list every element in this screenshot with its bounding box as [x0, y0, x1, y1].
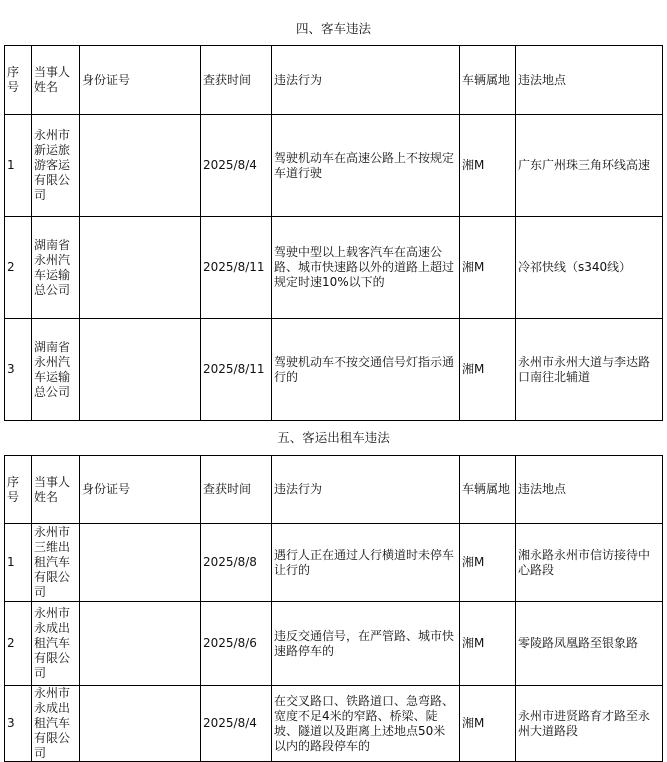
header-behavior: 违法行为: [272, 456, 460, 524]
bus-violations-table: [4, 45, 663, 421]
row-behavior: 违反交通信号，在严管路、城市快速路停车的: [272, 602, 460, 686]
row-date: 2025/8/11: [201, 319, 272, 421]
header-location: 违法地点: [516, 46, 663, 115]
table-row: [5, 602, 663, 686]
row-behavior: 驾驶机动车不按交通信号灯指示通行的: [272, 319, 460, 421]
row-date: 2025/8/6: [201, 602, 272, 686]
row-plate: 湘M: [460, 524, 516, 602]
row-plate: 湘M: [460, 217, 516, 319]
section-title-taxi: 五、客运出租车违法: [277, 430, 390, 445]
row-behavior: 遇行人正在通过人行横道时未停车让行的: [272, 524, 460, 602]
row-no: 1: [5, 115, 32, 217]
table-row: [5, 115, 663, 217]
row-plate: 湘M: [460, 686, 516, 762]
header-party: 当事人姓名: [32, 46, 80, 115]
row-party: 永州市新运旅游客运有限公司: [32, 115, 80, 217]
row-location: 广东广州珠三角环线高速: [516, 115, 663, 217]
taxi-violations-table: [4, 455, 663, 762]
row-location: 零陵路凤凰路至银象路: [516, 602, 663, 686]
row-party: 湖南省永州汽车运输总公司: [32, 319, 80, 421]
row-party: 永州市永成出租汽车有限公司: [32, 602, 80, 686]
row-behavior: 驾驶中型以上载客汽车在高速公路、城市快速路以外的道路上超过规定时速10%以下的: [272, 217, 460, 319]
row-location: 永州市永州大道与李达路口南往北辅道: [516, 319, 663, 421]
table-row: [5, 524, 663, 602]
row-party: 湖南省永州汽车运输总公司: [32, 217, 80, 319]
row-location: 湘永路永州市信访接待中心路段: [516, 524, 663, 602]
table-header-row: [5, 456, 663, 524]
row-location: 冷祁快线（s340线）: [516, 217, 663, 319]
row-date: 2025/8/11: [201, 217, 272, 319]
row-behavior: 在交叉路口、铁路道口、急弯路、宽度不足4米的窄路、桥梁、陡坡、隧道以及距离上述地点50米以内的路段停车的: [272, 686, 460, 762]
row-location: 永州市进贤路育才路至永州大道路段: [516, 686, 663, 762]
header-no: 序号: [5, 46, 32, 115]
row-plate: 湘M: [460, 602, 516, 686]
row-no: 3: [5, 319, 32, 421]
row-party: 永州市三维出租汽车有限公司: [32, 524, 80, 602]
row-plate: 湘M: [460, 115, 516, 217]
row-date: 2025/8/8: [201, 524, 272, 602]
row-date: 2025/8/4: [201, 115, 272, 217]
row-no: 2: [5, 602, 32, 686]
row-id-number: [80, 524, 201, 602]
header-date: 查获时间: [201, 456, 272, 524]
row-plate: 湘M: [460, 319, 516, 421]
header-plate: 车辆属地: [460, 46, 516, 115]
header-date: 查获时间: [201, 46, 272, 115]
row-no: 3: [5, 686, 32, 762]
row-id-number: [80, 115, 201, 217]
header-location: 违法地点: [516, 456, 663, 524]
table-header-row: [5, 46, 663, 115]
row-id-number: [80, 217, 201, 319]
row-date: 2025/8/4: [201, 686, 272, 762]
row-behavior: 驾驶机动车在高速公路上不按规定车道行驶: [272, 115, 460, 217]
header-no: 序号: [5, 456, 32, 524]
header-behavior: 违法行为: [272, 46, 460, 115]
section-title-bus: 四、客车违法: [295, 21, 371, 36]
table-row: [5, 217, 663, 319]
header-id-number: 身份证号: [80, 46, 201, 115]
row-no: 2: [5, 217, 32, 319]
header-plate: 车辆属地: [460, 456, 516, 524]
row-id-number: [80, 319, 201, 421]
table-row: [5, 686, 663, 762]
header-id-number: 身份证号: [80, 456, 201, 524]
row-no: 1: [5, 524, 32, 602]
row-party: 永州市永成出租汽车有限公司: [32, 686, 80, 762]
header-party: 当事人姓名: [32, 456, 80, 524]
table-row: [5, 319, 663, 421]
row-id-number: [80, 686, 201, 762]
row-id-number: [80, 602, 201, 686]
